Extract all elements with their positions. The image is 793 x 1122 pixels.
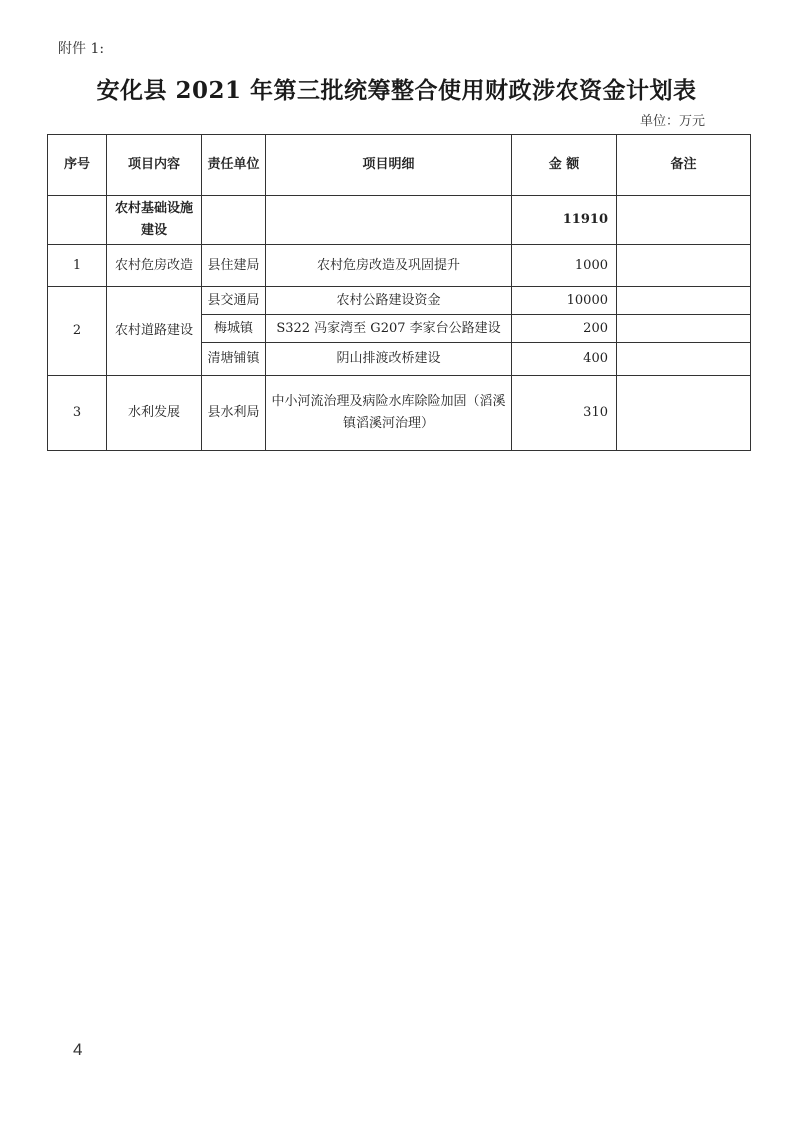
row-unit: 梅城镇 [202,315,266,343]
row-unit: 县住建局 [202,245,266,287]
row-unit: 县水利局 [202,376,266,451]
row-note [617,376,751,451]
header-note: 备注 [617,135,751,196]
row-no: 2 [48,287,107,376]
funding-plan-table [47,134,751,451]
row-note [617,315,751,343]
page-number: 4 [73,1040,83,1059]
document-title: 安化县 2021 年第三批统筹整合使用财政涉农资金计划表 [96,77,697,104]
row-note [617,343,751,376]
category-content: 农村基础设施建设 [107,196,202,245]
table-row [48,376,751,451]
row-content: 水利发展 [107,376,202,451]
row-detail: 阴山排渡改桥建设 [266,343,512,376]
table-cell [266,196,512,245]
attachment-label: 附件 1: [58,41,105,57]
header-unit: 责任单位 [202,135,266,196]
row-note [617,245,751,287]
category-row [48,196,751,245]
row-detail: 农村危房改造及巩固提升 [266,245,512,287]
row-detail: 农村公路建设资金 [266,287,512,315]
table-row [48,245,751,287]
table-row [48,287,751,315]
row-amount: 1000 [512,245,617,287]
row-detail: 中小河流治理及病险水库除险加固（滔溪镇滔溪河治理） [266,376,512,451]
row-no: 1 [48,245,107,287]
row-no: 3 [48,376,107,451]
row-amount: 10000 [512,287,617,315]
table-cell [202,196,266,245]
row-content: 农村道路建设 [107,287,202,376]
header-content: 项目内容 [107,135,202,196]
unit-label: 单位：万元 [639,114,705,129]
row-amount: 400 [512,343,617,376]
row-detail: S322 冯家湾至 G207 李家台公路建设 [266,315,512,343]
header-detail: 项目明细 [266,135,512,196]
row-content: 农村危房改造 [107,245,202,287]
row-note [617,287,751,315]
table-header-row [48,135,751,196]
row-unit: 清塘铺镇 [202,343,266,376]
header-no: 序号 [48,135,107,196]
header-amount: 金 额 [512,135,617,196]
row-amount: 200 [512,315,617,343]
table-cell [48,196,107,245]
category-amount: 11910 [512,196,617,245]
row-unit: 县交通局 [202,287,266,315]
table-cell [617,196,751,245]
row-amount: 310 [512,376,617,451]
